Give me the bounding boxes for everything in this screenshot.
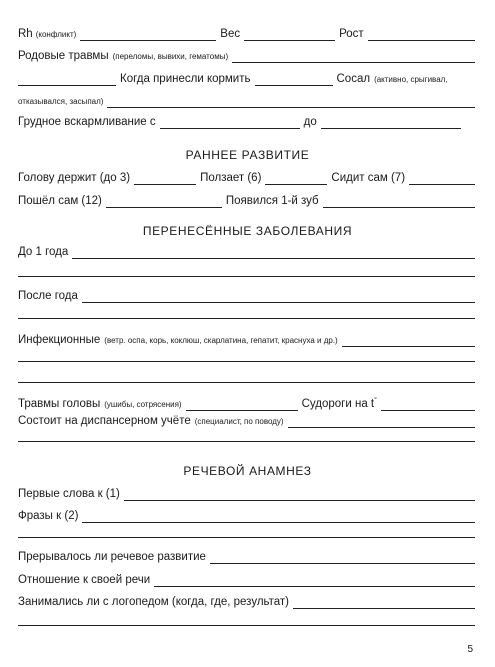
- height-label: Рост: [339, 28, 364, 40]
- head-trauma-note: (ушибы, сотрясения): [104, 399, 182, 409]
- crawl-label: Ползает (6): [200, 172, 262, 184]
- feeding-time-label: Когда принесли кормить: [120, 73, 251, 85]
- before-year-row: [18, 246, 475, 259]
- phrases-extra-line[interactable]: [18, 537, 475, 538]
- attitude-row: [18, 574, 475, 587]
- sucked-note-continued: отказывался, засыпал): [18, 97, 104, 106]
- speech-therapist-label: Занимались ли с логопедом (когда, где, результат): [18, 596, 290, 608]
- interrupted-label: Прерывалось ли речевое развитие: [18, 551, 206, 563]
- first-words-field[interactable]: [124, 490, 475, 501]
- speech-therapist-row: [18, 596, 475, 609]
- sit-label: Сидит сам (7): [331, 172, 406, 184]
- attitude-field[interactable]: [154, 576, 475, 587]
- before-year-extra-line[interactable]: [18, 276, 475, 277]
- speech-history-heading: РЕЧЕВОЙ АНАМНЕЗ: [183, 464, 312, 478]
- head-trauma-label: Травмы головы: [18, 397, 101, 410]
- degree-sign: °: [374, 397, 377, 404]
- breastfeeding-label: Грудное вскармливание с: [18, 116, 156, 128]
- walk-field[interactable]: [106, 197, 222, 208]
- birth-trauma-row: [18, 50, 475, 63]
- rh-weight-height-row: [18, 28, 475, 41]
- seizures-label: Судороги на t°: [301, 397, 377, 410]
- early-development-heading: РАННЕЕ РАЗВИТИЕ: [185, 148, 310, 162]
- page-number: 5: [467, 644, 473, 655]
- sit-field[interactable]: [409, 174, 475, 185]
- walk-label: Пошёл сам (12): [18, 195, 102, 207]
- speech-therapist-extra-line[interactable]: [18, 625, 475, 626]
- infectious-label: Инфекционные: [18, 334, 101, 346]
- rh-label: Rh: [18, 28, 33, 40]
- birth-trauma-label: Родовые травмы: [18, 50, 109, 62]
- dispensary-field[interactable]: [288, 417, 475, 428]
- weight-label: Вес: [220, 28, 241, 40]
- after-year-extra-line[interactable]: [18, 318, 475, 319]
- after-year-field[interactable]: [82, 292, 475, 303]
- sucked-label: Сосал: [336, 73, 371, 85]
- dispensary-label: Состоит на диспансерном учёте: [18, 415, 191, 427]
- infectious-field[interactable]: [342, 336, 475, 347]
- infectious-extra-line-2[interactable]: [18, 382, 475, 383]
- crawl-field[interactable]: [265, 174, 327, 185]
- weight-field[interactable]: [244, 30, 335, 41]
- sucked-note: (активно, срыгивал,: [374, 75, 448, 84]
- breastfeeding-row: [18, 116, 475, 129]
- speech-therapist-field[interactable]: [293, 598, 475, 609]
- sucked-row-continued: [18, 95, 475, 108]
- birth-trauma-note: (переломы, вывихи, гематомы): [112, 52, 229, 61]
- seizures-field[interactable]: [381, 400, 475, 411]
- phrases-row: [18, 510, 475, 523]
- breastfeeding-to-field[interactable]: [321, 118, 461, 129]
- first-words-row: [18, 488, 475, 501]
- dispensary-row: [18, 415, 475, 428]
- breastfeeding-to-label: до: [303, 116, 317, 128]
- head-hold-field[interactable]: [134, 174, 196, 185]
- first-words-label: Первые слова к (1): [18, 488, 120, 500]
- attitude-label: Отношение к своей речи: [18, 574, 151, 586]
- head-trauma-field[interactable]: [186, 400, 298, 411]
- feeding-row: [18, 73, 475, 86]
- first-tooth-field[interactable]: [323, 197, 475, 208]
- after-year-label: После года: [18, 290, 78, 302]
- interrupted-field[interactable]: [210, 553, 475, 564]
- first-tooth-label: Появился 1-й зуб: [225, 195, 319, 207]
- early-row-2: [18, 195, 475, 208]
- diseases-heading: ПЕРЕНЕСЁННЫЕ ЗАБОЛЕВАНИЯ: [142, 224, 353, 238]
- head-hold-label: Голову держит (до 3): [18, 172, 131, 184]
- feeding-time-field[interactable]: [255, 75, 333, 86]
- sucked-field[interactable]: [107, 97, 475, 108]
- infectious-note: (ветр. оспа, корь, коклюш, скарлатина, гепатит, краснуха и др.): [104, 336, 338, 345]
- interrupted-row: [18, 551, 475, 564]
- dispensary-note: (специалист, по поводу): [194, 417, 284, 426]
- phrases-label: Фразы к (2): [18, 510, 79, 522]
- breastfeeding-from-field[interactable]: [160, 118, 300, 129]
- infectious-row: [18, 334, 475, 347]
- after-year-row: [18, 290, 475, 303]
- rh-note: (конфликт): [35, 30, 77, 39]
- birth-trauma-field[interactable]: [232, 52, 475, 63]
- height-field[interactable]: [368, 30, 475, 41]
- rh-field[interactable]: [80, 30, 216, 41]
- infectious-extra-line-1[interactable]: [18, 361, 475, 362]
- dispensary-extra-line[interactable]: [18, 441, 475, 442]
- head-trauma-row: [18, 394, 475, 411]
- phrases-field[interactable]: [82, 512, 475, 523]
- before-year-label: До 1 года: [18, 246, 69, 258]
- early-row-1: [18, 172, 475, 185]
- before-year-field[interactable]: [72, 248, 475, 259]
- birth-trauma-field-continued[interactable]: [18, 75, 116, 86]
